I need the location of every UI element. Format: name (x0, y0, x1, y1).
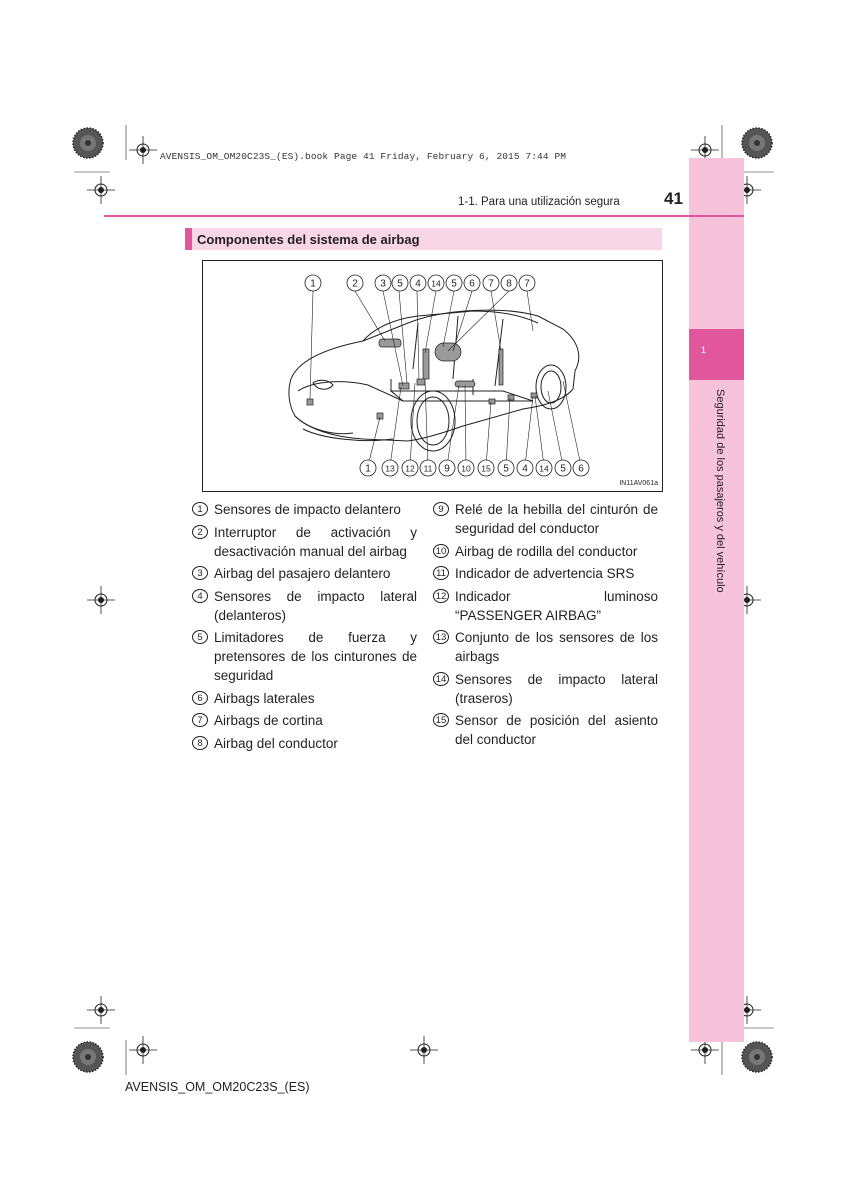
svg-text:6: 6 (469, 278, 475, 290)
legend-right (433, 500, 658, 753)
bottom-callout (458, 460, 474, 476)
svg-text:11: 11 (423, 463, 433, 474)
legend-item (433, 542, 658, 561)
svg-text:13: 13 (385, 463, 395, 474)
legend-item (433, 628, 658, 666)
svg-text:7: 7 (524, 278, 530, 290)
svg-text:3: 3 (380, 278, 386, 290)
legend-item (433, 711, 658, 749)
top-callout (483, 275, 499, 291)
legend-text: Interruptor de activación y desactivación manual del airbag (214, 524, 417, 559)
legend-item (192, 523, 417, 561)
legend-text: Airbag del pasajero delantero (214, 566, 391, 581)
legend-number: 9 (433, 502, 449, 516)
legend-text: Airbags laterales (214, 690, 315, 706)
legend-text: Airbags de cortina (214, 713, 323, 728)
top-callout (446, 275, 462, 291)
top-callout (501, 275, 517, 291)
legend-number: 15 (433, 713, 449, 727)
svg-text:1: 1 (365, 463, 371, 475)
legend-item (192, 564, 417, 583)
legend-text: Relé de la hebilla del cinturón de seguridad del conductor (455, 502, 658, 536)
svg-text:7: 7 (488, 278, 494, 290)
bottom-callout (517, 460, 533, 476)
bottom-callout (573, 460, 589, 476)
top-callout (410, 275, 426, 291)
legend-text: Sensores de impacto lateral (traseros) (455, 671, 658, 706)
svg-text:10: 10 (461, 463, 471, 474)
bottom-callout (360, 460, 376, 476)
svg-text:1: 1 (310, 278, 316, 290)
legend-number: 10 (433, 544, 449, 558)
bottom-callout (536, 460, 552, 476)
svg-text:9: 9 (444, 463, 450, 475)
legend-text: Sensores de impacto delantero (214, 502, 401, 517)
legend-item (192, 587, 417, 625)
svg-text:4: 4 (522, 463, 528, 475)
side-tab-label: Seguridad de los pasajeros y del vehículo (714, 389, 726, 593)
svg-text:6: 6 (578, 463, 584, 475)
legend-number: 12 (433, 589, 449, 603)
svg-text:8: 8 (506, 278, 512, 290)
side-tab-number: 1 (689, 329, 744, 380)
svg-text:2: 2 (352, 278, 358, 290)
bottom-callouts (360, 460, 589, 476)
legend-left (192, 500, 417, 756)
legend-number: 8 (192, 736, 208, 750)
legend-text: Indicador luminoso “PASSENGER AIRBAG” (455, 588, 658, 623)
legend-number: 4 (192, 589, 208, 603)
bottom-callout (439, 460, 455, 476)
svg-text:5: 5 (397, 278, 403, 290)
bottom-callout (382, 460, 398, 476)
bottom-callout (402, 460, 418, 476)
top-callout (519, 275, 535, 291)
legend-number: 5 (192, 630, 208, 644)
page-number: 41 (664, 189, 683, 208)
svg-text:14: 14 (431, 278, 441, 289)
bottom-callout (420, 460, 436, 476)
header-rule (104, 215, 744, 217)
legend-text: Airbag del conductor (214, 735, 338, 751)
legend-number: 2 (192, 525, 208, 539)
legend-text: Limitadores de fuerza y pretensores de los cinturones de seguridad (214, 630, 417, 683)
legend-text: Airbag de rodilla del conductor (455, 543, 638, 559)
legend-number: 7 (192, 713, 208, 727)
legend-text: Conjunto de los sensores de los airbags (455, 630, 658, 664)
legend-item (433, 500, 658, 538)
legend-number: 6 (192, 691, 208, 705)
legend-item (192, 500, 417, 519)
legend-number: 1 (192, 502, 208, 516)
top-callout (392, 275, 408, 291)
legend-item (192, 628, 417, 685)
footer: AVENSIS_OM_OM20C23S_(ES) (125, 1080, 310, 1094)
section-title: Componentes del sistema de airbag (197, 232, 420, 247)
svg-text:14: 14 (539, 463, 549, 474)
top-callout (464, 275, 480, 291)
top-callout (305, 275, 321, 291)
side-tab (689, 158, 744, 1042)
legend-number: 3 (192, 566, 208, 580)
print-header: AVENSIS_OM_OM20C23S_(ES).book Page 41 Friday, February 6, 2015 7:44 PM (160, 151, 567, 162)
svg-text:15: 15 (481, 463, 491, 474)
car-outline (289, 310, 579, 451)
bottom-callout (478, 460, 494, 476)
legend-item (433, 587, 658, 625)
bottom-callout (498, 460, 514, 476)
svg-text:4: 4 (415, 278, 421, 290)
component-marks (307, 339, 537, 419)
svg-text:5: 5 (560, 463, 566, 475)
running-head: 1-1. Para una utilización segura (458, 196, 620, 208)
legend-item (192, 734, 417, 753)
legend-item (192, 689, 417, 708)
legend-item (192, 711, 417, 730)
airbag-diagram (202, 260, 663, 492)
top-callout (347, 275, 363, 291)
bottom-callout (555, 460, 571, 476)
legend-text: Sensor de posición del asiento del conductor (455, 713, 658, 747)
legend-number: 14 (433, 672, 449, 686)
top-callout (428, 275, 444, 291)
car-illustration (203, 261, 664, 493)
legend-item (433, 564, 658, 583)
figure-code: IN11AV061a (619, 480, 658, 487)
legend-text: Sensores de impacto lateral (delanteros) (214, 588, 417, 623)
legend-number: 11 (433, 566, 449, 580)
legend-number: 13 (433, 630, 449, 644)
svg-text:5: 5 (503, 463, 509, 475)
svg-text:12: 12 (405, 463, 415, 474)
section-title-accent (185, 228, 192, 250)
top-callout (375, 275, 391, 291)
legend-item (433, 670, 658, 708)
top-callouts (305, 275, 535, 291)
legend-text: Indicador de advertencia SRS (455, 566, 635, 581)
svg-text:5: 5 (451, 278, 457, 290)
